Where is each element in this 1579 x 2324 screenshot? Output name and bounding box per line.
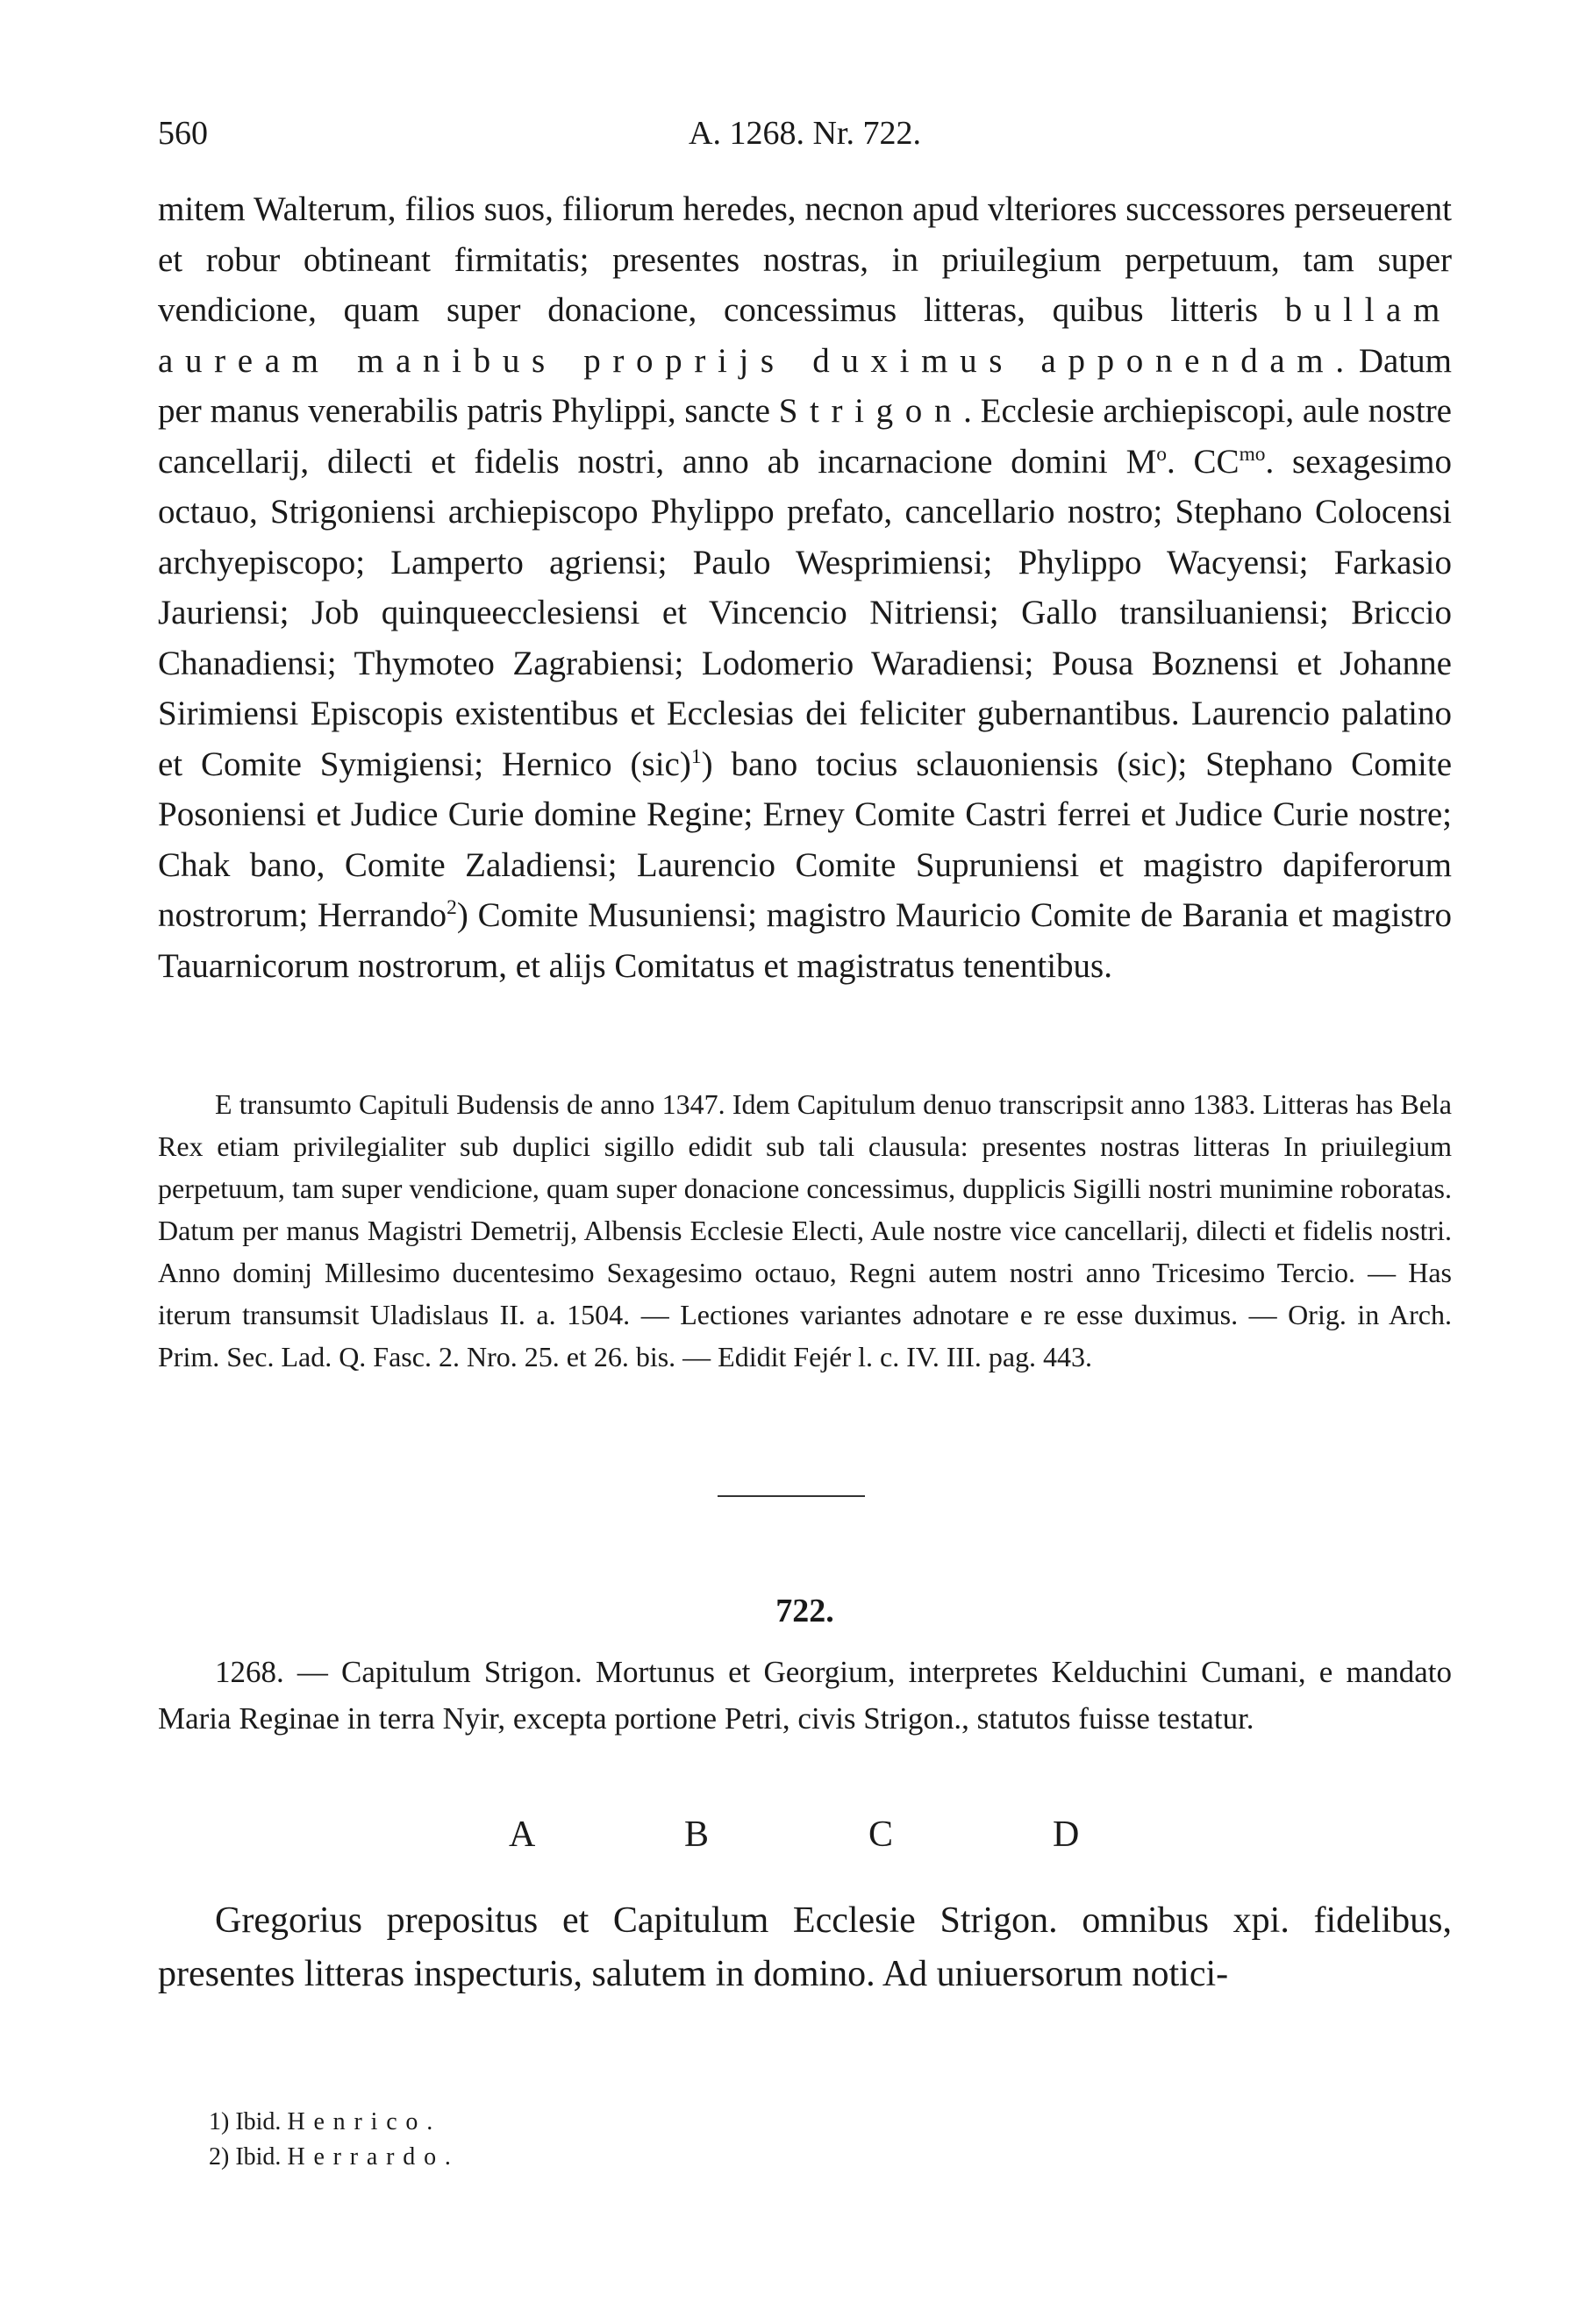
page-header <box>158 114 1452 158</box>
footnote-1 <box>209 2105 460 2140</box>
footnote-label: 2) Ibid. <box>209 2143 282 2171</box>
siglum: A <box>509 1814 536 1855</box>
charter-text <box>158 1894 1452 2001</box>
superscript: o <box>1156 442 1167 466</box>
source-note-text: E transumto Capituli Budensis de anno 1347. Idem Capitulum denuo transcripsit anno 1383. Litteras has Bela Rex etiam privilegialiter sub duplici sigillo edidit sub tali clausula: presentes nostras litteras In priuilegium perpetuum, tam super vendicione, quam super donacione concessimus, dupplicis Sigilli nostri munimine roboratas. Datum per manus Magistri Demetrij, Albensis Ecclesie Electi, Aule nostre vice cancellarij, dilecti et fidelis nostri. Anno dominj Millesimo ducentesimo Sexagesimo octauo, Regni autem nostri anno Tricesimo Tercio. — Has iterum transumsit Uladislaus II. a. 1504. — Lectiones variantes adnotare e re esse duximus. — Orig. in Arch. Prim. Sec. Lad. Q. Fasc. 2. Nro. 25. et 26. bis. — Edidit Fejér l. c. IV. III. pag. 443. <box>158 1088 1452 1372</box>
source-note <box>158 1083 1452 1378</box>
main-text-segment: . Datum per manus venerabilis patris Phylippi, sancte <box>158 341 1452 430</box>
siglum: D <box>1053 1814 1080 1855</box>
superscript: mo <box>1239 442 1266 466</box>
document-number: 722. <box>775 1593 834 1629</box>
footnote-name: Henrico. <box>287 2108 442 2135</box>
main-text-segment: . Ecclesie archiepiscopi, aule nostre cancellarij, dilecti et fidelis nostri, anno ab incarnacione domini M <box>158 392 1452 481</box>
main-text-block <box>158 184 1452 991</box>
manuscript-sigla <box>509 1814 1105 1866</box>
siglum: B <box>684 1814 710 1855</box>
footnote-marker: 1 <box>690 745 702 768</box>
running-title: A. 1268. Nr. 722. <box>689 115 921 152</box>
charter-paragraph: Gregorius prepositus et Capitulum Ecclesie Strigon. omnibus xpi. fidelibus, presentes litteras inspecturis, salutem in domino. Ad uniuersorum notici- <box>158 1900 1452 1994</box>
footnote-name: Herrardo. <box>287 2143 460 2171</box>
spaced-phrase: bullam auream manibus proprijs duximus apponendam <box>158 291 1452 380</box>
page-number: 560 <box>158 115 208 152</box>
footnote-label: 1) Ibid. <box>209 2108 282 2135</box>
regest-text: 1268. — Capitulum Strigon. Mortunus et Georgium, interpretes Kelduchini Cumani, e mandato Maria Reginae in terra Nyir, excepta portione Petri, civis Strigon., statutos fuisse testatur. <box>158 1655 1452 1736</box>
siglum: C <box>868 1814 894 1855</box>
main-text-segment: ) Comite Musuniensi; magistro Mauricio Comite de Barania et magistro Tauarnicorum nostrorum, et alijs Comitatus et magistratus tenentibus. <box>158 896 1453 985</box>
main-text-segment: . sexagesimo octauo, Strigoniensi archiepiscopo Phylippo prefato, cancellario nostro; Stephano Colocensi archyepiscopo; Lamperto agriensi; Paulo Wesprimiensi; Phylippo Wacyensi; Farkasio Jauriensi; Job quinqueecclesiensi et Vincencio Nitriensi; Gallo transiluaniensi; Briccio Chanadiensi; Thymoteo Zagrabiensi; Lodomerio Waradiensi; Pousa Boznensi et Johanne Sirimiensi Episcopis existentibus et Ecclesias dei feliciter gubernantibus. Laurencio palatino et Comite Symigiensi; Hernico (sic) <box>158 442 1452 783</box>
main-text-segment: mitem Walterum, filios suos, filiorum heredes, necnon apud vlteriores successores perseuerent et robur obtineant firmitatis; presentes nostras, in priuilegium perpetuum, tam super vendicione, quam super donacione, concessimus litteras, quibus litteris <box>158 190 1452 329</box>
section-divider <box>718 1495 865 1497</box>
main-paragraph <box>158 184 1452 991</box>
footnotes <box>209 2105 460 2175</box>
footnote-marker: 2 <box>447 896 457 919</box>
main-text-segment: ) bano tocius sclauoniensis (sic); Stephano Comite Posoniensi et Judice Curie domine Regine; Erney Comite Castri ferrei et Judice Curie nostre; Chak bano, Comite Zaladiensi; Laurencio Comite Supruniensi et magistro dapiferorum nostrorum; Herrando <box>158 745 1453 934</box>
main-text-segment: . CC <box>1166 442 1240 481</box>
regest <box>158 1649 1452 1742</box>
footnote-2 <box>209 2140 460 2175</box>
spaced-word: Strigon <box>778 392 964 430</box>
